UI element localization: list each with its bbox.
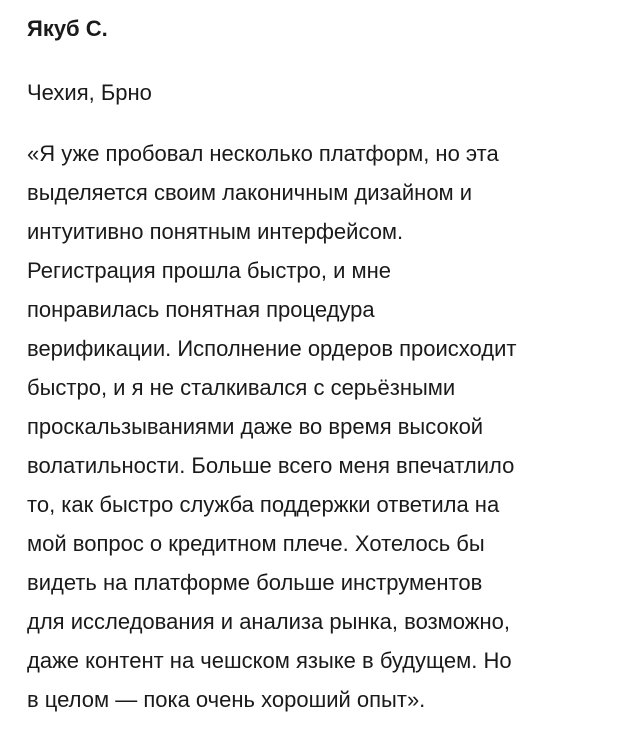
reviewer-name: Якуб С. — [27, 16, 108, 41]
review-text: «Я уже пробовал несколько платформ, но эта выделяется своим лаконичным дизайном и интуитивно понятным интерфейсом. Регистрация прошла быстро, и мне понравилась понятная процедура верификации. Исполнение ордеров происходит быстро, и я не сталкивался с серьёзными проскальзываниями даже во время высокой волатильности. Больше всего меня впечатлило то, как быстро служба поддержки ответила на мой вопрос о кредитном плече. Хотелось бы видеть на платформе больше инструментов для исследования и анализа рынка, возможно, даже контент на чешском языке в будущем. Но в целом — пока очень хороший опыт». — [27, 141, 517, 712]
reviewer-location: Чехия, Брно — [27, 80, 152, 105]
